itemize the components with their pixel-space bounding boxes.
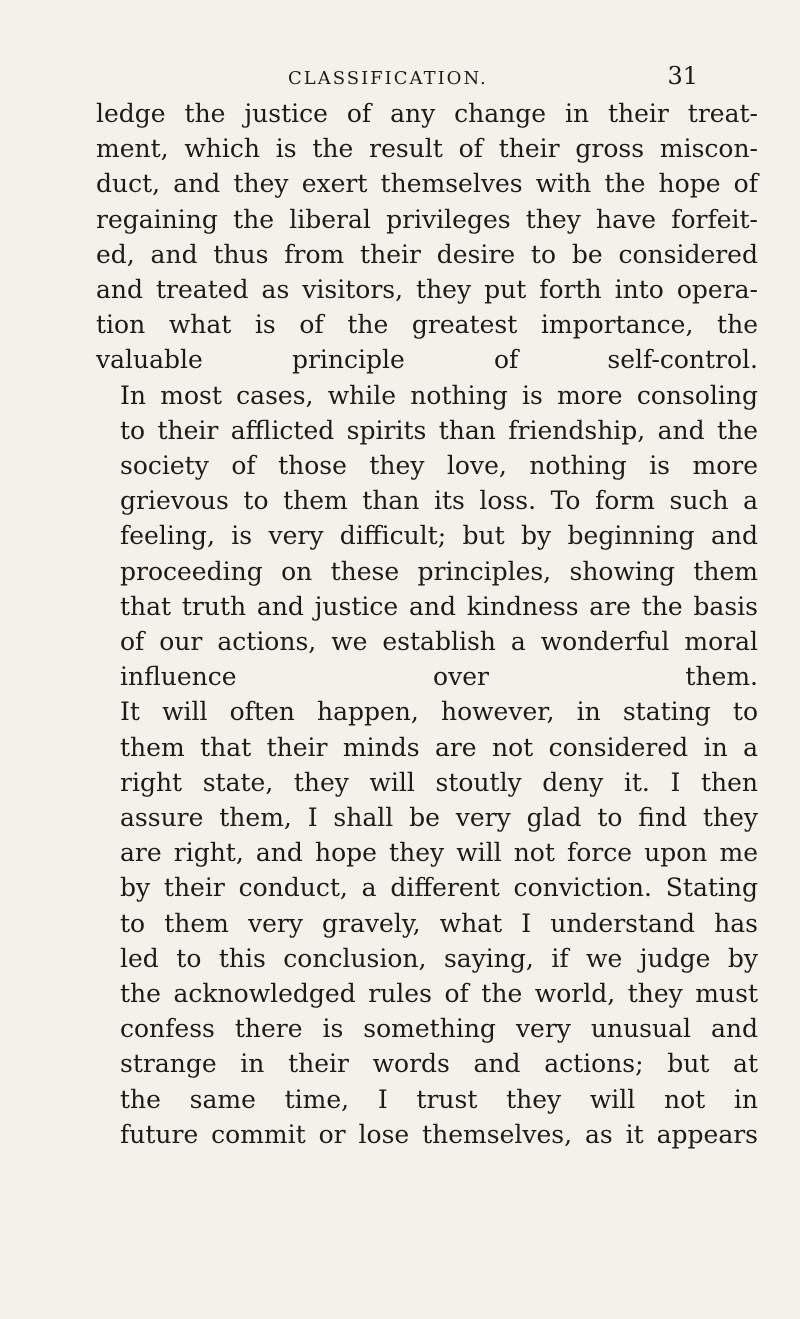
paragraph-3 [96,694,758,1152]
text-line: are right, and hope they will not force upon me [120,838,758,868]
page-number: 31 [667,62,698,90]
text-line: In most cases, while nothing is more consoling [120,380,758,410]
text-line: valuable principle of self-control. [96,345,758,375]
body-text [96,96,758,1152]
text-line: strange in their words and actions; but at [120,1049,758,1079]
text-line: assure them, I shall be very glad to find they [120,803,758,833]
paragraph-1 [96,96,758,378]
text-line: ledge the justice of any change in their treat- [96,99,758,128]
text-line: future commit or lose themselves, as it appears [120,1119,758,1149]
text-line: right state, they will stoutly deny it. I then [120,767,758,797]
running-title: CLASSIFICATION. [288,68,488,89]
text-line: to their afflicted spirits than friendship, and the [120,415,758,445]
paragraph-2 [96,378,758,695]
text-line: by their conduct, a different conviction. Stating [120,873,758,903]
text-line: influence over them. [120,662,758,692]
text-line: It will often happen, however, in stating to [120,697,758,727]
text-line: led to this conclusion, saying, if we judge by [120,943,758,973]
text-line: society of those they love, nothing is more [120,451,758,481]
text-line: grievous to them than its loss. To form such a [120,486,758,516]
text-line: them that their minds are not considered in a [120,732,758,762]
text-line: of our actions, we establish a wonderful moral [120,627,758,657]
text-line: duct, and they exert themselves with the hope of [96,169,758,199]
text-line: ed, and thus from their desire to be considered [96,239,758,269]
text-line: ment, which is the result of their gross miscon- [96,134,758,164]
text-line: tion what is of the greatest importance, the [96,310,758,340]
text-line: proceeding on these principles, showing them [120,556,758,586]
text-line: that truth and justice and kindness are the basis [120,591,758,621]
text-line: confess there is something very unusual and [120,1014,758,1044]
text-line: and treated as visitors, they put forth into opera- [96,275,758,305]
text-line: to them very gravely, what I understand has [120,908,758,938]
text-line: the acknowledged rules of the world, they must [120,979,758,1009]
running-head [96,0,758,96]
text-line: feeling, is very difficult; but by beginning and [120,521,758,551]
text-line: the same time, I trust they will not in [120,1084,758,1114]
text-line: regaining the liberal privileges they have forfeit- [96,204,758,234]
